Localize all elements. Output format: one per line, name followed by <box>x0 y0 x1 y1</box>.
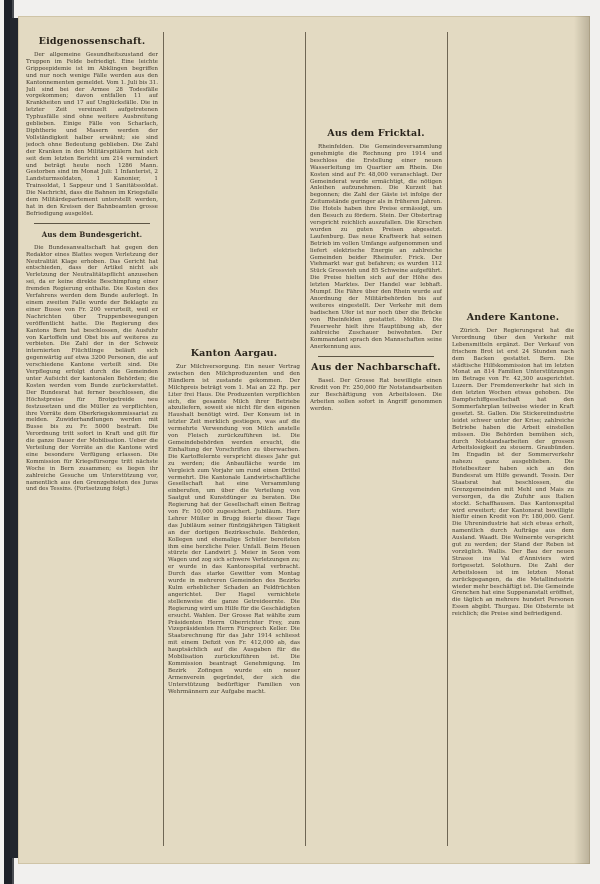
article-text: Zur Milchversorgung. Ein neuer Vertrag zwischen den Milchproduzenten und den Händlern ist zustande gekommen. Der Milchpreis beträgt vom 1. Mai an 22 Rp. per Liter frei Haus. Die Produzenten verpflichten sich, die gesamte Milch ihrer Betriebe abzuliefern, soweit sie nicht für den eigenen Haushalt benötigt wird. Der Konsum ist in letzter Zeit merklich gestiegen, was auf die vermehrte Verwendung von Milch anstelle von Fleisch zurückzuführen ist. Die Gemeindebehörden werden ersucht, die Einhaltung der Vorschriften zu überwachen. Die Kartoffelernte verspricht dieses Jahr gut zu werden; die Anbaufläche wurde im Vergleich zum Vorjahr um rund einen Drittel vermehrt. Die Kantonale Landwirtschaftliche Gesellschaft hat eine Versammlung einberufen, um über die Verteilung von Saatgut und Kunstdünger zu beraten. Die Regierung hat der Gesellschaft einen Beitrag von Fr. 10,000 zugesichert. Jubiläum. Herr Lehrer Müller in Brugg feierte dieser Tage das Jubiläum seiner fünfzigjährigen Tätigkeit an der dortigen Bezirksschule. Behörden, Kollegen und ehemalige Schüler bereiteten ihm eine herzliche Feier. Unfall. Beim Heuen stürzte der Landwirt J. Meier in Seon vom Wagen und zog sich schwere Verletzungen zu; er wurde in das Kantonsspital verbracht. Durch das starke Gewitter vom Montag wurde in mehreren Gemeinden des Bezirks Kulm erheblicher Schaden an Feldfrüchten angerichtet. Der Hagel vernichtete stellenweise die ganze Getreideernte. Die Regierung wird um Hilfe für die Geschädigten ersucht. Wahlen. Der Grosse Rat wählte zum Präsidenten Herrn Oberrichter Frey, zum Vizepräsidenten Herrn Fürsprech Keller. Die Staatsrechnung für das Jahr 1914 schliesst mit einem Defizit von Fr. 412,000 ab, das hauptsächlich auf die Ausgaben für die Mobilisation zurückzuführen ist. Die Kommission beantragt Genehmigung. Im Bezirk Zofingen wurde ein neuer Armenverein gegründet, der sich die Unterstützung bedürftiger Familien von Wehrmännern zur Aufgabe macht. <box>168 364 300 695</box>
article-text: Rheinfelden. Die Gemeindeversammlung genehmigte die Rechnung pro 1914 und beschloss die Erstellung einer neuen Wasserleitung im Quartier am Rhein. Die Kosten sind auf Fr. 48,000 veranschlagt. Der Gemeinderat wurde ermächtigt, die nötigen Anleihen aufzunehmen. Die Kurzeit hat begonnen; die Zahl der Gäste ist infolge der Zeitumstände geringer als in früheren Jahren. Die Hotels haben ihre Preise ermässigt, um den Besuch zu fördern. Stein. Der Obstertrag verspricht reichlich auszufallen. Die Kirschen wurden zu guten Preisen abgesetzt. Laufenburg. Das neue Kraftwerk hat seinen Betrieb im vollen Umfange aufgenommen und liefert elektrische Energie an zahlreiche Gemeinden beider Rheinufer. Frick. Der Viehmarkt war gut befahren; es wurden 112 Stück Grossvieh und 85 Schweine aufgeführt. Die Preise hielten sich auf der Höhe des letzten Marktes. Der Handel war lebhaft. Mumpf. Die Fähre über den Rhein wurde auf Anordnung der Militärbehörden bis auf weiteres eingestellt. Der Verkehr mit dem badischen Ufer ist nur noch über die Brücke von Rheinfelden gestattet. Möhlin. Die Feuerwehr hielt ihre Hauptübung ab, der zahlreiche Zuschauer beiwohnten. Der Kommandant sprach den Mannschaften seine Anerkennung aus. <box>310 144 442 351</box>
section-subheading: Aus der Nachbarschaft. <box>311 362 441 374</box>
divider <box>34 223 150 224</box>
section-heading: Andere Kantone. <box>466 312 560 323</box>
divider <box>318 356 434 357</box>
article-text: Die Bundesanwaltschaft hat gegen den Redaktor eines Blattes wegen Verletzung der Neutralität Klage erhoben. Das Gericht hat entschieden, dass der Artikel nicht als Verletzung der Neutralitätspflicht anzusehen sei, da er keine direkte Beschimpfung einer fremden Regierung enthalte. Die Kosten des Verfahrens werden dem Bunde auferlegt. In einem zweiten Falle wurde der Beklagte zu einer Busse von Fr. 200 verurteilt, weil er Nachrichten über Truppenbewegungen veröffentlicht hatte. Die Regierung des Kantons Bern hat beschlossen, die Ausfuhr von Kartoffeln und Obst bis auf weiteres zu verbieten. Die Zahl der in der Schweiz internierten Flüchtlinge beläuft sich gegenwärtig auf etwa 3200 Personen, die auf verschiedene Kantone verteilt sind. Die Verpflegung erfolgt durch die Gemeinden unter Aufsicht der kantonalen Behörden; die Kosten werden vom Bunde zurückerstattet. Der Bundesrat hat ferner beschlossen, die Höchstpreise für Brotgetreide neu festzusetzen und die Müller zu verpflichten, ihre Vorräte dem Oberkriegskommissariat zu melden. Zuwiderhandlungen werden mit Busse bis zu Fr. 5000 bestraft. Die Verordnung tritt sofort in Kraft und gilt für die ganze Dauer der Mobilisation. Ueber die Verteilung der Vorräte an die Kantone wird eine besondere Verfügung erlassen. Die Kommission für Kriegsfürsorge tritt nächste Woche in Bern zusammen; es liegen ihr zahlreiche Gesuche um Unterstützung vor, namentlich aus den Grenzgebieten des Juras und des Tessins. (Fortsetzung folgt.) <box>26 244 158 493</box>
section-heading: Eidgenossenschaft. <box>38 36 146 47</box>
upper-spacer <box>452 32 574 308</box>
column-rule <box>163 32 164 846</box>
upper-spacer <box>310 32 442 124</box>
section-heading: Aus dem Fricktal. <box>327 128 425 139</box>
section-subheading: Aus dem Bundesgericht. <box>41 229 143 239</box>
article-text: Der allgemeine Gesundheitszustand der Truppen im Felde befriedigt. Eine leichte Grippeepidemie ist im Abklingen begriffen und nur noch wenige Fälle werden aus den Kantonnementen gemeldet. Vom 1. Juli bis 31. Juli sind bei der Armee 28 Todesfälle vorgekommen; davon entfallen 11 auf Krankheiten und 17 auf Unglücksfälle. Die in letzter Zeit vereinzelt aufgetretenen Typhusfälle sind ohne weitere Ausbreitung geblieben. Einige Fälle von Scharlach, Diphtherie und Masern werden der Vollständigkeit halber erwähnt; sie sind jedoch ohne Bedeutung geblieben. Die Zahl der Kranken in den Militärspitälern hat sich seit dem letzten Bericht um 214 vermindert und beträgt heute noch 1286 Mann. Gestorben sind im Monat Juli: 1 Infanterist, 2 Landsturmsoldaten, 1 Kanonier, 1 Trainsoldat, 1 Sappeur und 1 Sanitätssoldat. Die Nachricht, dass die Bahnen im Kriegsfalle dem Militärdepartement unterstellt werden, hat in den Kreisen der Bahnbeamten grosse Befriedigung ausgelöst. <box>26 52 158 217</box>
article-text: Zürich. Der Regierungsrat hat die Verordnung über den Verkehr mit Lebensmitteln ergänzt. Der Verkauf von frischem Brot ist erst 24 Stunden nach dem Backen gestattet. Bern. Die städtische Hilfskommission hat im letzten Monat an 814 Familien Unterstützungen im Betrage von Fr. 42,300 ausgerichtet. Luzern. Der Fremdenverkehr hat sich in den letzten Wochen etwas gehoben. Die Dampfschiffgesellschaft hat den Sommerfahrplan teilweise wieder in Kraft gesetzt. St. Gallen. Die Stickereiindustrie leidet schwer unter der Krise; zahlreiche Betriebe haben die Arbeit einstellen müssen. Die Behörden bemühen sich, durch Notstandsarbeiten der grossen Arbeitslosigkeit zu steuern. Graubünden. Im Engadin ist der Sommerverkehr nahezu ganz ausgeblieben. Die Hotelbesitzer haben sich an den Bundesrat um Hilfe gewandt. Tessin. Der Staatsrat hat beschlossen, die Grenzgemeinden mit Mehl und Mais zu versorgen, da die Zufuhr aus Italien stockt. Schaffhausen. Das Kantonsspital wird erweitert; der Kantonsrat bewilligte hiefür einen Kredit von Fr. 180,000. Genf. Die Uhrenindustrie hat sich etwas erholt, namentlich durch Aufträge aus dem Ausland. Waadt. Die Weinernte verspricht gut zu werden; der Stand der Reben ist vorzüglich. Wallis. Der Bau der neuen Strasse ins Val d'Anniviers wird fortgesetzt. Solothurn. Die Zahl der Arbeitslosen ist im letzten Monat zurückgegangen, da die Metallindustrie wieder mehr beschäftigt ist. Die Gemeinde Grenchen hat eine Suppenanstalt eröffnet, die täglich an mehrere hundert Personen Essen abgibt. Thurgau. Die Obsternte ist reichlich; die Preise sind befriedigend. <box>452 328 574 618</box>
column-rule <box>305 32 306 846</box>
newspaper-page <box>18 16 590 864</box>
section-heading: Kanton Aargau. <box>190 348 278 359</box>
column-2 <box>168 32 300 850</box>
column-4 <box>452 32 574 850</box>
article-text: Basel. Der Grosse Rat bewilligte einen Kredit von Fr. 250,000 für Notstandsarbeiten zur Beschäftigung von Arbeitslosen. Die Arbeiten sollen sofort in Angriff genommen werden. <box>310 378 442 412</box>
column-rule <box>447 32 448 846</box>
upper-spacer <box>168 32 300 344</box>
column-3 <box>310 32 442 850</box>
column-1 <box>26 32 158 850</box>
